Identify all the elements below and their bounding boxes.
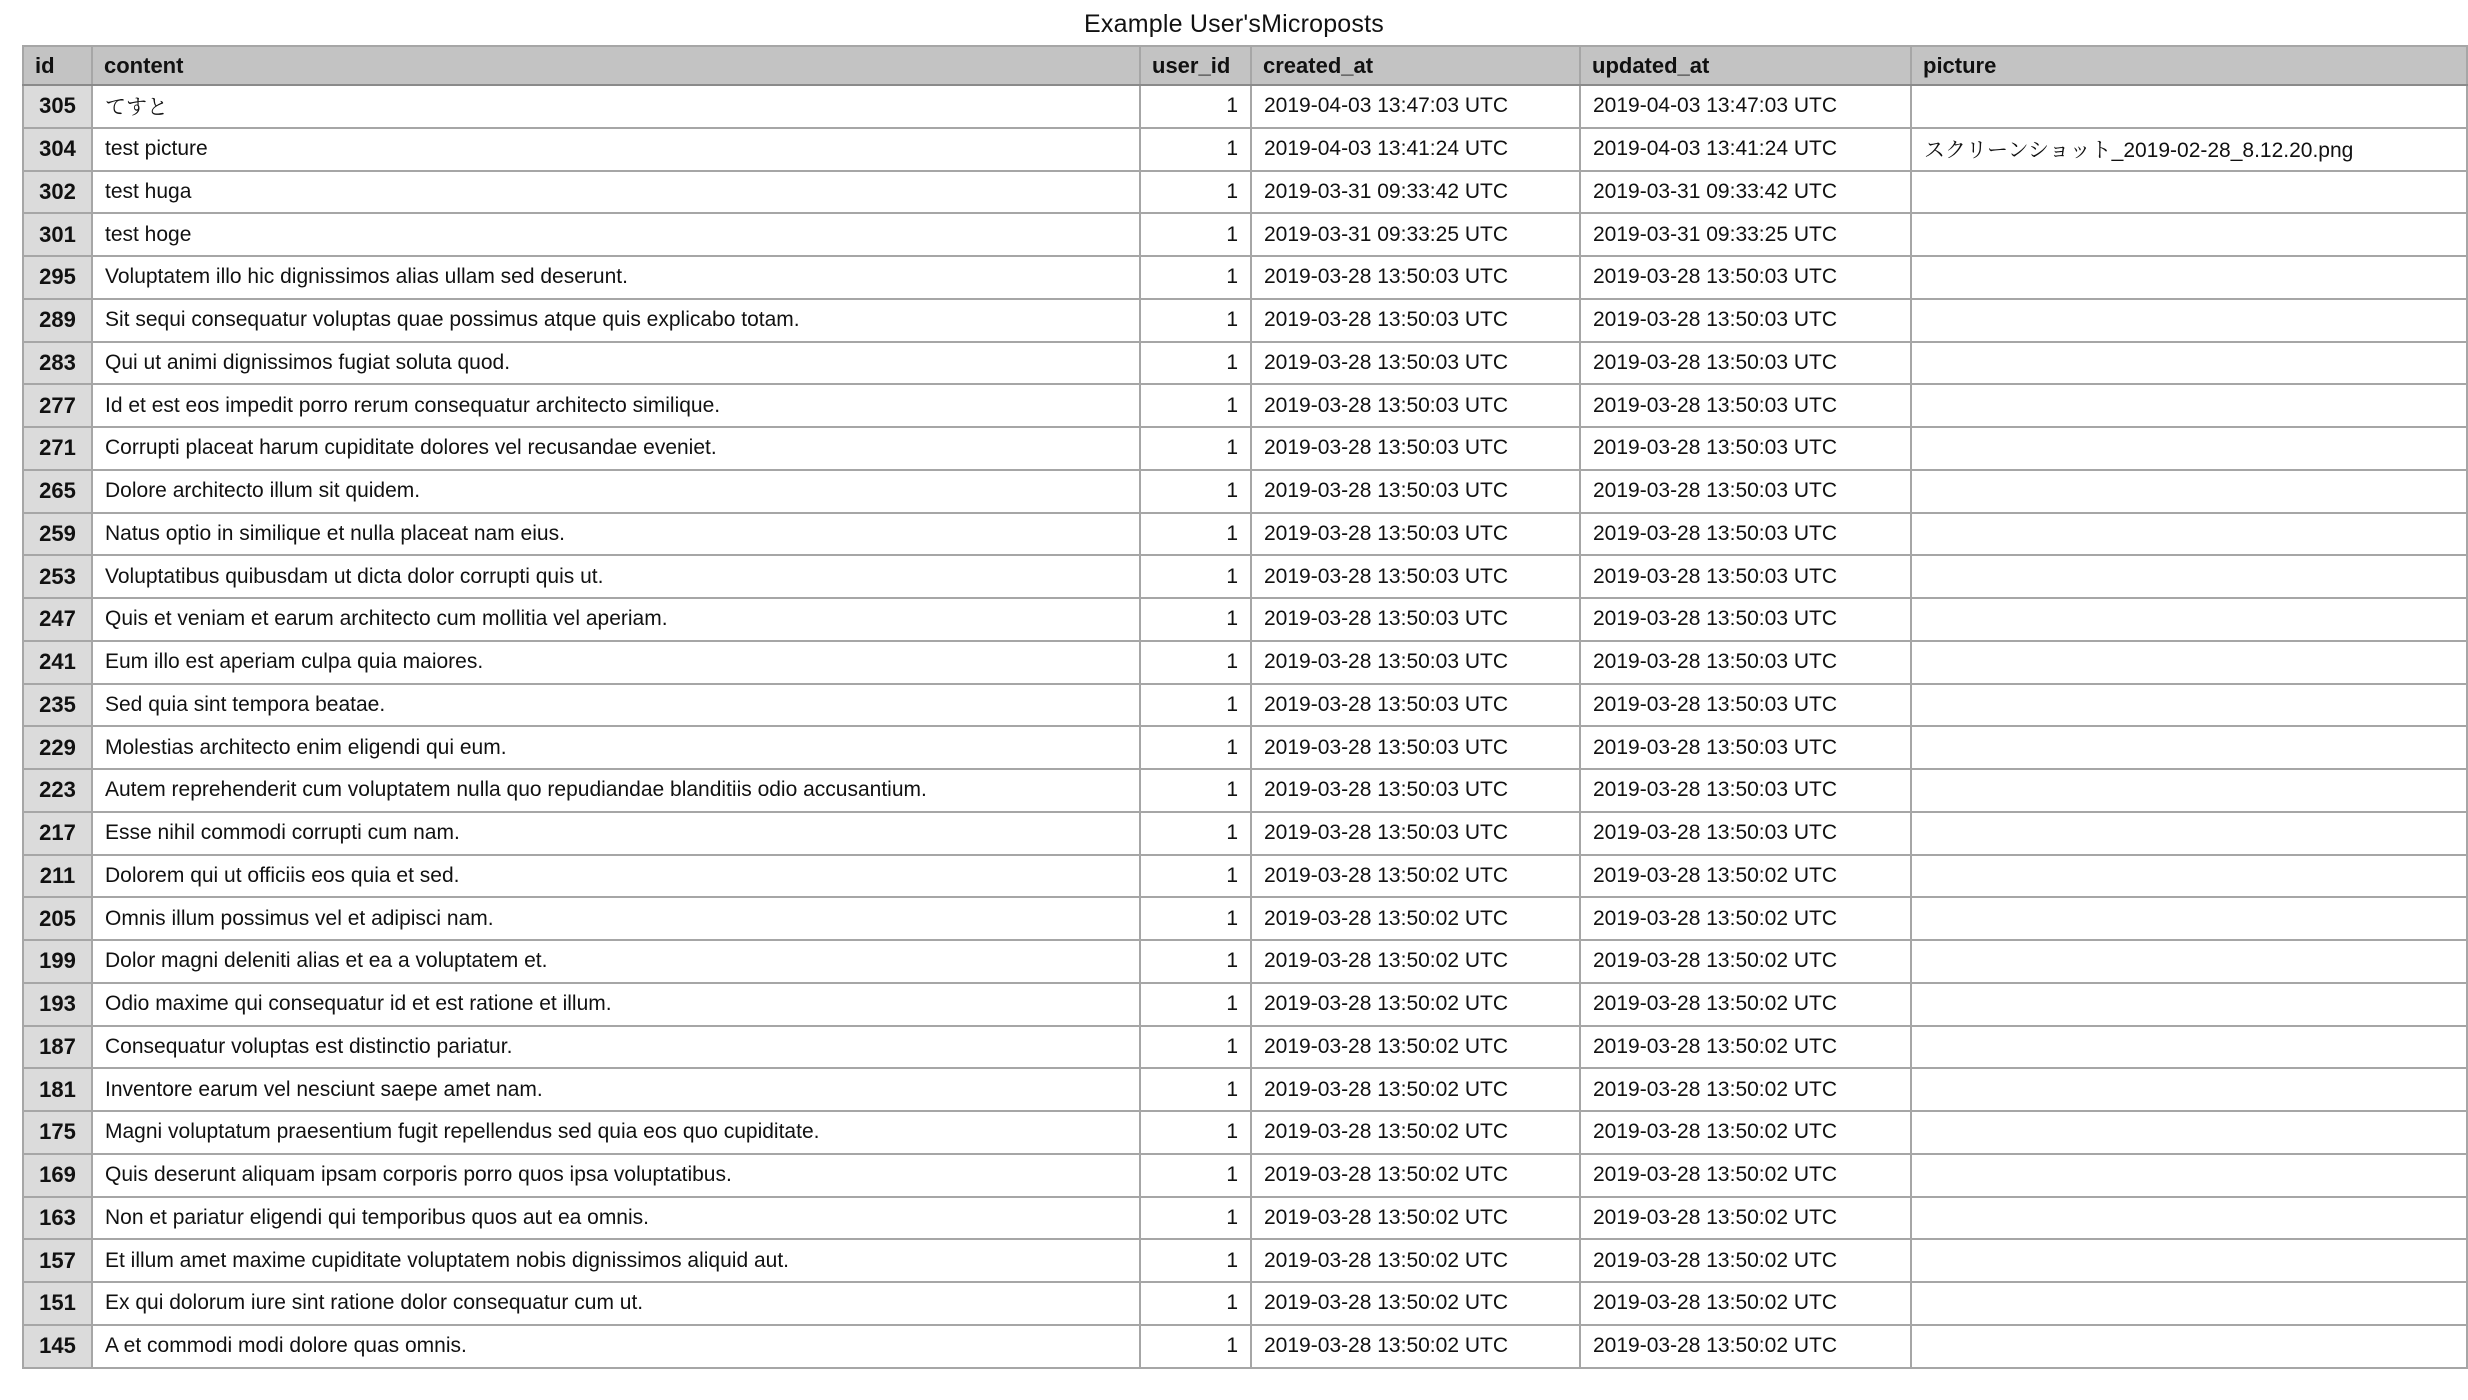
cell-user_id: 1 <box>1140 256 1251 299</box>
cell-user_id: 1 <box>1140 598 1251 641</box>
cell-picture <box>1911 384 2467 427</box>
cell-content: Qui ut animi dignissimos fugiat soluta quod. <box>92 342 1140 385</box>
cell-updated_at: 2019-03-28 13:50:03 UTC <box>1580 641 1911 684</box>
cell-content: Dolore architecto illum sit quidem. <box>92 470 1140 513</box>
table-row <box>23 940 2467 983</box>
cell-updated_at: 2019-03-28 13:50:02 UTC <box>1580 1111 1911 1154</box>
cell-updated_at: 2019-03-28 13:50:02 UTC <box>1580 1197 1911 1240</box>
cell-created_at: 2019-03-28 13:50:03 UTC <box>1251 769 1580 812</box>
cell-id: 289 <box>23 299 92 342</box>
cell-content: Et illum amet maxime cupiditate voluptatem nobis dignissimos aliquid aut. <box>92 1239 1140 1282</box>
cell-content: Magni voluptatum praesentium fugit repellendus sed quia eos quo cupiditate. <box>92 1111 1140 1154</box>
cell-picture <box>1911 1154 2467 1197</box>
cell-id: 169 <box>23 1154 92 1197</box>
cell-user_id: 1 <box>1140 1154 1251 1197</box>
cell-updated_at: 2019-03-28 13:50:02 UTC <box>1580 855 1911 898</box>
cell-content: test hoge <box>92 213 1140 256</box>
cell-id: 193 <box>23 983 92 1026</box>
cell-created_at: 2019-03-28 13:50:03 UTC <box>1251 470 1580 513</box>
cell-created_at: 2019-03-28 13:50:03 UTC <box>1251 342 1580 385</box>
cell-id: 187 <box>23 1026 92 1069</box>
cell-user_id: 1 <box>1140 171 1251 214</box>
cell-user_id: 1 <box>1140 897 1251 940</box>
cell-picture <box>1911 855 2467 898</box>
cell-updated_at: 2019-03-28 13:50:02 UTC <box>1580 897 1911 940</box>
cell-id: 302 <box>23 171 92 214</box>
column-header-id: id <box>23 46 92 85</box>
cell-updated_at: 2019-04-03 13:41:24 UTC <box>1580 128 1911 171</box>
cell-picture <box>1911 1026 2467 1069</box>
cell-picture <box>1911 1197 2467 1240</box>
cell-user_id: 1 <box>1140 1026 1251 1069</box>
cell-id: 205 <box>23 897 92 940</box>
cell-created_at: 2019-03-28 13:50:03 UTC <box>1251 513 1580 556</box>
cell-created_at: 2019-03-28 13:50:03 UTC <box>1251 299 1580 342</box>
cell-picture <box>1911 769 2467 812</box>
table-row <box>23 427 2467 470</box>
cell-user_id: 1 <box>1140 1197 1251 1240</box>
table-row <box>23 812 2467 855</box>
table-body <box>23 85 2467 1368</box>
cell-created_at: 2019-03-28 13:50:03 UTC <box>1251 256 1580 299</box>
cell-id: 253 <box>23 555 92 598</box>
cell-content: Inventore earum vel nesciunt saepe amet nam. <box>92 1068 1140 1111</box>
table-row <box>23 598 2467 641</box>
cell-updated_at: 2019-03-28 13:50:03 UTC <box>1580 470 1911 513</box>
cell-picture <box>1911 427 2467 470</box>
cell-content: Molestias architecto enim eligendi qui eum. <box>92 726 1140 769</box>
cell-picture <box>1911 513 2467 556</box>
cell-content: Sit sequi consequatur voluptas quae possimus atque quis explicabo totam. <box>92 299 1140 342</box>
cell-picture <box>1911 1282 2467 1325</box>
cell-id: 217 <box>23 812 92 855</box>
table-row <box>23 128 2467 171</box>
table-row <box>23 513 2467 556</box>
table-row <box>23 384 2467 427</box>
cell-updated_at: 2019-03-28 13:50:02 UTC <box>1580 1239 1911 1282</box>
cell-created_at: 2019-03-28 13:50:03 UTC <box>1251 598 1580 641</box>
table-row <box>23 983 2467 1026</box>
cell-updated_at: 2019-03-28 13:50:02 UTC <box>1580 1325 1911 1368</box>
cell-picture <box>1911 726 2467 769</box>
cell-updated_at: 2019-03-28 13:50:02 UTC <box>1580 1154 1911 1197</box>
cell-picture <box>1911 1325 2467 1368</box>
cell-content: Voluptatibus quibusdam ut dicta dolor corrupti quis ut. <box>92 555 1140 598</box>
cell-id: 199 <box>23 940 92 983</box>
page-title: Example User'sMicroposts <box>1084 10 1384 38</box>
cell-picture <box>1911 897 2467 940</box>
column-header-user-id: user_id <box>1140 46 1251 85</box>
cell-id: 304 <box>23 128 92 171</box>
cell-user_id: 1 <box>1140 85 1251 128</box>
column-header-content: content <box>92 46 1140 85</box>
cell-picture <box>1911 299 2467 342</box>
cell-content: test picture <box>92 128 1140 171</box>
cell-id: 151 <box>23 1282 92 1325</box>
cell-content: Id et est eos impedit porro rerum consequatur architecto similique. <box>92 384 1140 427</box>
cell-created_at: 2019-03-28 13:50:03 UTC <box>1251 427 1580 470</box>
cell-content: Quis deserunt aliquam ipsam corporis porro quos ipsa voluptatibus. <box>92 1154 1140 1197</box>
cell-user_id: 1 <box>1140 940 1251 983</box>
table-row <box>23 1026 2467 1069</box>
cell-updated_at: 2019-03-28 13:50:02 UTC <box>1580 940 1911 983</box>
cell-content: Corrupti placeat harum cupiditate dolores vel recusandae eveniet. <box>92 427 1140 470</box>
table-row <box>23 726 2467 769</box>
cell-picture: スクリーンショット_2019-02-28_8.12.20.png <box>1911 128 2467 171</box>
table-row <box>23 470 2467 513</box>
cell-created_at: 2019-03-28 13:50:03 UTC <box>1251 726 1580 769</box>
cell-created_at: 2019-04-03 13:47:03 UTC <box>1251 85 1580 128</box>
cell-created_at: 2019-04-03 13:41:24 UTC <box>1251 128 1580 171</box>
cell-user_id: 1 <box>1140 213 1251 256</box>
cell-user_id: 1 <box>1140 513 1251 556</box>
cell-picture <box>1911 342 2467 385</box>
cell-id: 241 <box>23 641 92 684</box>
cell-updated_at: 2019-03-28 13:50:03 UTC <box>1580 256 1911 299</box>
cell-user_id: 1 <box>1140 128 1251 171</box>
cell-user_id: 1 <box>1140 427 1251 470</box>
cell-id: 283 <box>23 342 92 385</box>
table-row <box>23 256 2467 299</box>
cell-id: 229 <box>23 726 92 769</box>
cell-created_at: 2019-03-28 13:50:02 UTC <box>1251 897 1580 940</box>
cell-content: Ex qui dolorum iure sint ratione dolor consequatur cum ut. <box>92 1282 1140 1325</box>
cell-updated_at: 2019-03-28 13:50:03 UTC <box>1580 299 1911 342</box>
cell-picture <box>1911 256 2467 299</box>
cell-id: 175 <box>23 1111 92 1154</box>
cell-user_id: 1 <box>1140 983 1251 1026</box>
cell-created_at: 2019-03-28 13:50:02 UTC <box>1251 1197 1580 1240</box>
cell-updated_at: 2019-03-31 09:33:25 UTC <box>1580 213 1911 256</box>
table-row <box>23 769 2467 812</box>
cell-created_at: 2019-03-28 13:50:03 UTC <box>1251 555 1580 598</box>
table-row <box>23 897 2467 940</box>
cell-user_id: 1 <box>1140 1068 1251 1111</box>
table-row <box>23 1154 2467 1197</box>
cell-created_at: 2019-03-28 13:50:03 UTC <box>1251 812 1580 855</box>
table-row <box>23 1111 2467 1154</box>
cell-content: Esse nihil commodi corrupti cum nam. <box>92 812 1140 855</box>
table-row <box>23 555 2467 598</box>
cell-user_id: 1 <box>1140 1111 1251 1154</box>
cell-id: 301 <box>23 213 92 256</box>
cell-picture <box>1911 598 2467 641</box>
cell-content: Natus optio in similique et nulla placeat nam eius. <box>92 513 1140 556</box>
table-row <box>23 1068 2467 1111</box>
cell-updated_at: 2019-03-28 13:50:02 UTC <box>1580 1026 1911 1069</box>
cell-content: Omnis illum possimus vel et adipisci nam. <box>92 897 1140 940</box>
cell-content: Dolorem qui ut officiis eos quia et sed. <box>92 855 1140 898</box>
cell-picture <box>1911 1068 2467 1111</box>
cell-content: Sed quia sint tempora beatae. <box>92 684 1140 727</box>
cell-user_id: 1 <box>1140 384 1251 427</box>
cell-user_id: 1 <box>1140 299 1251 342</box>
cell-created_at: 2019-03-28 13:50:02 UTC <box>1251 855 1580 898</box>
cell-updated_at: 2019-03-28 13:50:03 UTC <box>1580 769 1911 812</box>
table-row <box>23 342 2467 385</box>
cell-created_at: 2019-03-28 13:50:02 UTC <box>1251 1154 1580 1197</box>
table-row <box>23 641 2467 684</box>
cell-id: 163 <box>23 1197 92 1240</box>
cell-content: Dolor magni deleniti alias et ea a voluptatem et. <box>92 940 1140 983</box>
table-row <box>23 684 2467 727</box>
cell-created_at: 2019-03-28 13:50:03 UTC <box>1251 384 1580 427</box>
cell-id: 235 <box>23 684 92 727</box>
cell-created_at: 2019-03-28 13:50:03 UTC <box>1251 684 1580 727</box>
cell-created_at: 2019-03-28 13:50:02 UTC <box>1251 983 1580 1026</box>
cell-id: 157 <box>23 1239 92 1282</box>
cell-picture <box>1911 684 2467 727</box>
cell-user_id: 1 <box>1140 769 1251 812</box>
table-row <box>23 1239 2467 1282</box>
cell-content: Consequatur voluptas est distinctio pariatur. <box>92 1026 1140 1069</box>
table-header <box>23 46 2467 85</box>
cell-created_at: 2019-03-28 13:50:02 UTC <box>1251 1111 1580 1154</box>
column-header-picture: picture <box>1911 46 2467 85</box>
cell-created_at: 2019-03-31 09:33:42 UTC <box>1251 171 1580 214</box>
cell-id: 271 <box>23 427 92 470</box>
cell-content: Eum illo est aperiam culpa quia maiores. <box>92 641 1140 684</box>
cell-picture <box>1911 171 2467 214</box>
cell-updated_at: 2019-03-28 13:50:03 UTC <box>1580 726 1911 769</box>
cell-id: 211 <box>23 855 92 898</box>
cell-picture <box>1911 470 2467 513</box>
cell-picture <box>1911 85 2467 128</box>
cell-updated_at: 2019-03-28 13:50:03 UTC <box>1580 384 1911 427</box>
cell-updated_at: 2019-04-03 13:47:03 UTC <box>1580 85 1911 128</box>
cell-content: Quis et veniam et earum architecto cum mollitia vel aperiam. <box>92 598 1140 641</box>
cell-created_at: 2019-03-28 13:50:02 UTC <box>1251 1068 1580 1111</box>
cell-user_id: 1 <box>1140 1325 1251 1368</box>
cell-user_id: 1 <box>1140 855 1251 898</box>
cell-picture <box>1911 555 2467 598</box>
cell-id: 259 <box>23 513 92 556</box>
cell-picture <box>1911 940 2467 983</box>
cell-content: Autem reprehenderit cum voluptatem nulla quo repudiandae blanditiis odio accusantium. <box>92 769 1140 812</box>
cell-updated_at: 2019-03-28 13:50:03 UTC <box>1580 555 1911 598</box>
cell-user_id: 1 <box>1140 641 1251 684</box>
cell-id: 181 <box>23 1068 92 1111</box>
cell-content: てすと <box>92 85 1140 128</box>
table-row <box>23 1325 2467 1368</box>
cell-id: 305 <box>23 85 92 128</box>
cell-updated_at: 2019-03-28 13:50:03 UTC <box>1580 427 1911 470</box>
cell-picture <box>1911 812 2467 855</box>
cell-updated_at: 2019-03-28 13:50:02 UTC <box>1580 1282 1911 1325</box>
cell-picture <box>1911 1239 2467 1282</box>
cell-created_at: 2019-03-28 13:50:02 UTC <box>1251 1282 1580 1325</box>
cell-content: test huga <box>92 171 1140 214</box>
cell-updated_at: 2019-03-28 13:50:03 UTC <box>1580 812 1911 855</box>
cell-content: Voluptatem illo hic dignissimos alias ullam sed deserunt. <box>92 256 1140 299</box>
cell-updated_at: 2019-03-28 13:50:02 UTC <box>1580 1068 1911 1111</box>
cell-id: 277 <box>23 384 92 427</box>
table-row <box>23 1282 2467 1325</box>
column-header-created-at: created_at <box>1251 46 1580 85</box>
cell-user_id: 1 <box>1140 470 1251 513</box>
cell-updated_at: 2019-03-28 13:50:03 UTC <box>1580 684 1911 727</box>
table-row <box>23 85 2467 128</box>
cell-created_at: 2019-03-28 13:50:03 UTC <box>1251 641 1580 684</box>
cell-picture <box>1911 983 2467 1026</box>
cell-picture <box>1911 641 2467 684</box>
cell-updated_at: 2019-03-31 09:33:42 UTC <box>1580 171 1911 214</box>
table-row <box>23 213 2467 256</box>
cell-user_id: 1 <box>1140 342 1251 385</box>
cell-user_id: 1 <box>1140 726 1251 769</box>
cell-content: Non et pariatur eligendi qui temporibus quos aut ea omnis. <box>92 1197 1140 1240</box>
cell-user_id: 1 <box>1140 555 1251 598</box>
table-row <box>23 855 2467 898</box>
table-row <box>23 171 2467 214</box>
cell-user_id: 1 <box>1140 1282 1251 1325</box>
cell-created_at: 2019-03-28 13:50:02 UTC <box>1251 1239 1580 1282</box>
header-row <box>23 46 2467 85</box>
column-header-updated-at: updated_at <box>1580 46 1911 85</box>
cell-id: 265 <box>23 470 92 513</box>
cell-id: 247 <box>23 598 92 641</box>
table-row <box>23 299 2467 342</box>
table-row <box>23 1197 2467 1240</box>
cell-user_id: 1 <box>1140 812 1251 855</box>
cell-id: 145 <box>23 1325 92 1368</box>
cell-content: Odio maxime qui consequatur id et est ratione et illum. <box>92 983 1140 1026</box>
cell-updated_at: 2019-03-28 13:50:03 UTC <box>1580 513 1911 556</box>
cell-created_at: 2019-03-28 13:50:02 UTC <box>1251 1026 1580 1069</box>
cell-picture <box>1911 1111 2467 1154</box>
cell-updated_at: 2019-03-28 13:50:02 UTC <box>1580 983 1911 1026</box>
cell-updated_at: 2019-03-28 13:50:03 UTC <box>1580 598 1911 641</box>
cell-picture <box>1911 213 2467 256</box>
cell-created_at: 2019-03-28 13:50:02 UTC <box>1251 940 1580 983</box>
cell-content: A et commodi modi dolore quas omnis. <box>92 1325 1140 1368</box>
cell-user_id: 1 <box>1140 1239 1251 1282</box>
cell-id: 223 <box>23 769 92 812</box>
cell-created_at: 2019-03-28 13:50:02 UTC <box>1251 1325 1580 1368</box>
cell-updated_at: 2019-03-28 13:50:03 UTC <box>1580 342 1911 385</box>
cell-id: 295 <box>23 256 92 299</box>
cell-created_at: 2019-03-31 09:33:25 UTC <box>1251 213 1580 256</box>
microposts-table <box>22 45 2468 1369</box>
cell-user_id: 1 <box>1140 684 1251 727</box>
